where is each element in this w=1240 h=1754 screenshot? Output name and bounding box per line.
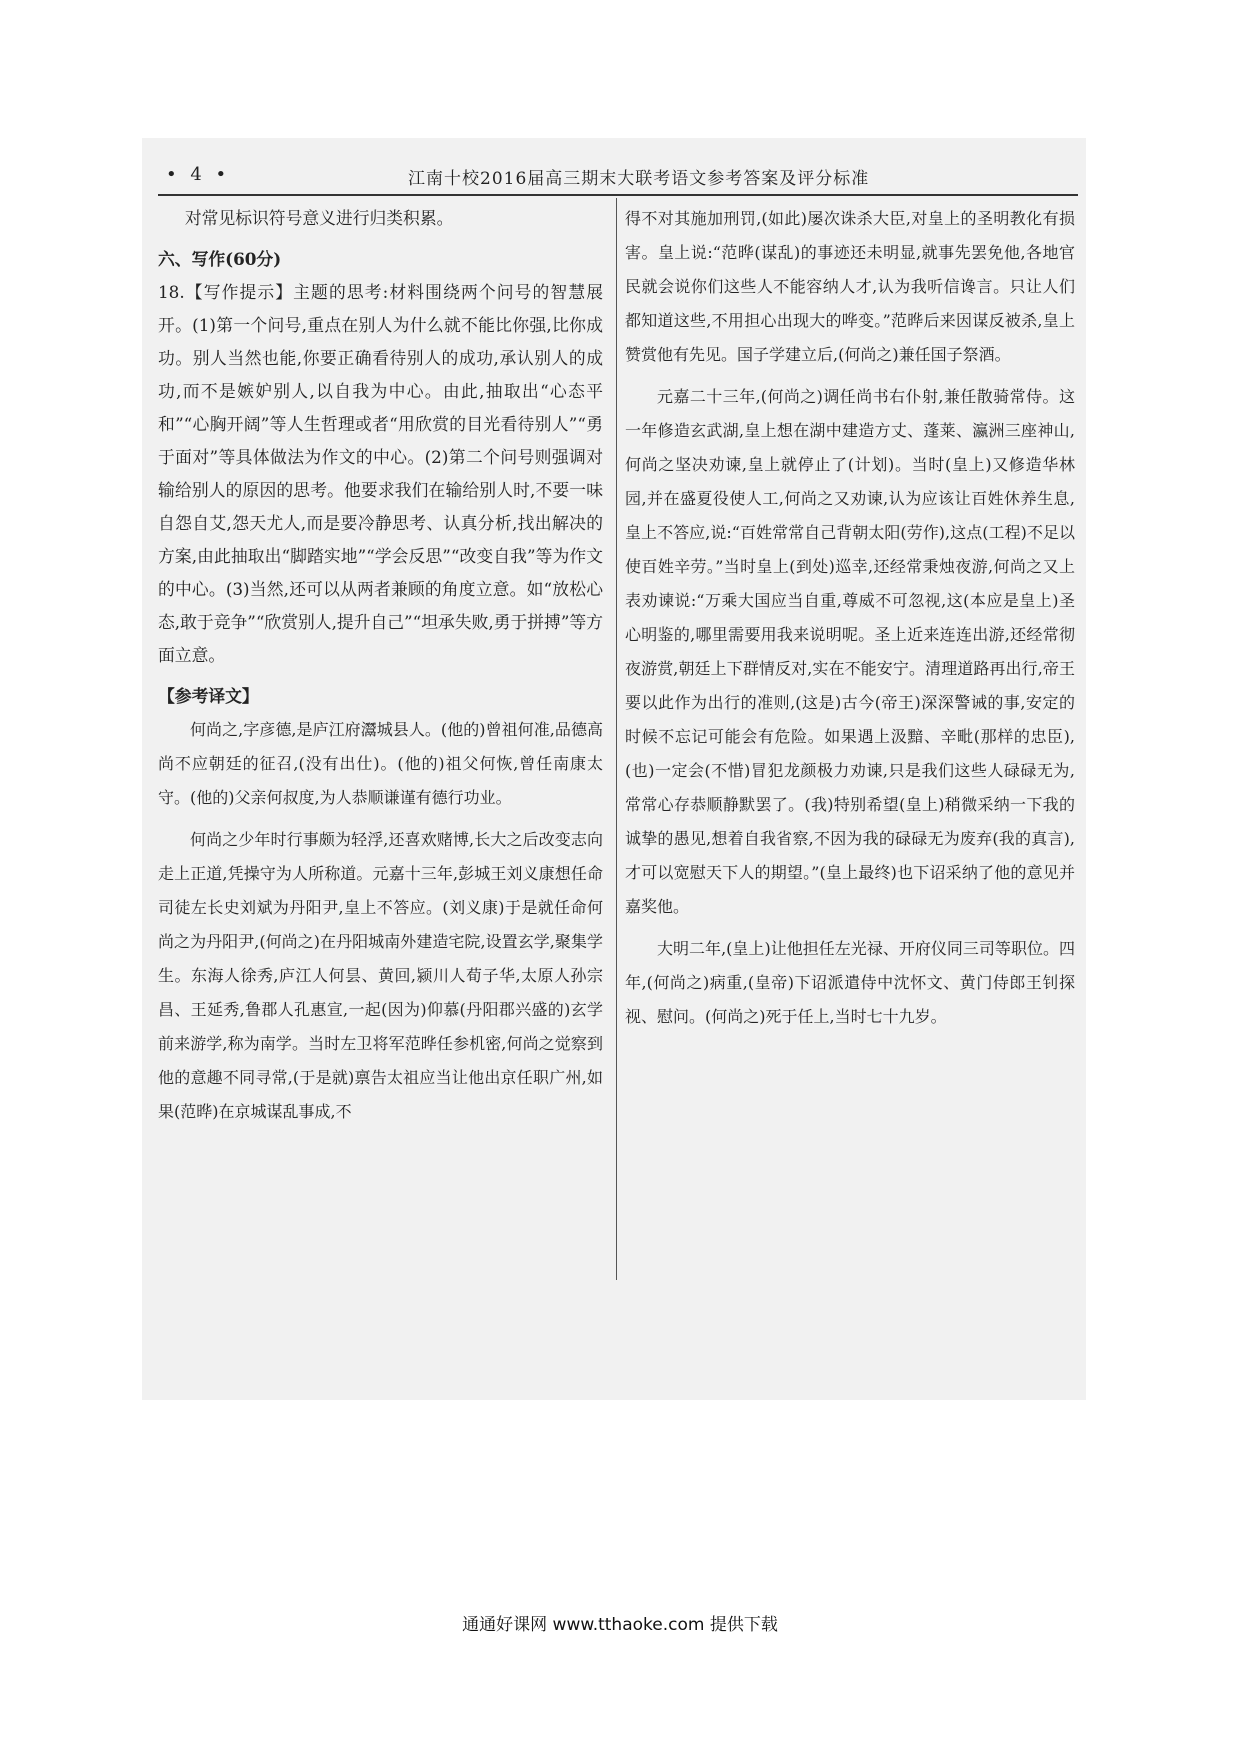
page-number: • 4 • — [166, 164, 231, 185]
page-header — [158, 160, 1078, 196]
page-title: 江南十校2016届高三期末大联考语文参考答案及评分标准 — [408, 169, 870, 189]
translation-paragraph-4: 元嘉二十三年,(何尚之)调任尚书右仆射,兼任散骑常侍。这一年修造玄武湖,皇上想在湖中建造方丈、蓬莱、瀛洲三座神山,何尚之坚决劝谏,皇上就停止了(计划)。当时(皇上)又修造华林园,并在盛夏役使人工,何尚之又劝谏,认为应该让百姓休养生息,皇上不答应,说:“百姓常常自己背朝太阳(劳作),这点(工程)不足以使百姓辛劳。”当时皇上(到处)巡幸,还经常秉烛夜游,何尚之又上表劝谏说:“万乘大国应当自重,尊威不可忽视,这(本应是皇上)圣心明鉴的,哪里需要用我来说明呢。圣上近来连连出游,还经常彻夜游赏,朝廷上下群情反对,实在不能安宁。清理道路再出行,帝王要以此作为出行的准则,(这是)古今(帝王)深深警诫的事,安定的时候不忘记可能会有危险。如果遇上汲黯、辛毗(那样的忠臣),(也)一定会(不惜)冒犯龙颜极力劝谏,只是我们这些人碌碌无为,常常心存恭顺静默罢了。(我)特别希望(皇上)稍微采纳一下我的诚挚的愚见,想着自我省察,不因为我的碌碌无为废弃(我的真言),才可以宽慰天下人的期望。”(皇上最终)也下诏采纳了他的意见并嘉奖他。 — [625, 387, 1075, 916]
translation-paragraph-1: 何尚之,字彦德,是庐江府灊城县人。(他的)曾祖何准,品德高尚不应朝廷的征召,(没有出仕)。(他的)祖父何恢,曾任南康太守。(他的)父亲何叔度,为人恭顺谦谨有德行功业。 — [158, 720, 603, 807]
footer-download-note: 通通好课网 www.tthaoke.com 提供下载 — [462, 1615, 778, 1635]
column-divider — [616, 198, 617, 1280]
section-heading-writing: 六、写作(60分) — [158, 249, 282, 269]
right-column — [625, 202, 1075, 1282]
question-18-writing-tips: 18.【写作提示】主题的思考:材料围绕两个问号的智慧展开。(1)第一个问号,重点在别人为什么就不能比你强,比你成功。别人当然也能,你要正确看待别人的成功,承认别人的成功,而不是嫉妒别人,以自我为中心。由此,抽取出“心态平和”“心胸开阔”等人生哲理或者“用欣赏的目光看待别人”“勇于面对”等具体做法为作文的中心。(2)第二个问号则强调对输给别人的原因的思考。他要求我们在输给别人时,不要一味自怨自艾,怨天尤人,而是要冷静思考、认真分析,找出解决的方案,由此抽取出“脚踏实地”“学会反思”“改变自我”等为作文的中心。(3)当然,还可以从两者兼顾的角度立意。如“放松心态,敢于竞争”“欣赏别人,提升自己”“坦承失败,勇于拼搏”等方面立意。 — [158, 282, 603, 665]
paragraph-symbol-note: 对常见标识符号意义进行归类积累。 — [184, 208, 454, 228]
translation-paragraph-3: 得不对其施加刑罚,(如此)屡次诛杀大臣,对皇上的圣明教化有损害。皇上说:“范晔(谋乱)的事迹还未明显,就事先罢免他,各地官民就会说你们这些人不能容纳人才,认为我听信谗言。只让人们都知道这些,不用担心出现大的哗变。”范晔后来因谋反被杀,皇上赞赏他有先见。国子学建立后,(何尚之)兼任国子祭酒。 — [625, 209, 1075, 364]
translation-paragraph-2: 何尚之少年时行事颇为轻浮,还喜欢赌博,长大之后改变志向走上正道,凭操守为人所称道。元嘉十三年,彭城王刘义康想任命司徒左长史刘斌为丹阳尹,皇上不答应。(刘义康)于是就任命何尚之为丹阳尹,(何尚之)在丹阳城南外建造宅院,设置玄学,聚集学生。东海人徐秀,庐江人何昙、黄回,颍川人荀子华,太原人孙宗昌、王延秀,鲁郡人孔惠宣,一起(因为)仰慕(丹阳郡兴盛的)玄学前来游学,称为南学。当时左卫将军范晔任参机密,何尚之觉察到他的意趣不同寻常,(于是就)禀告太祖应当让他出京任职广州,如果(范晔)在京城谋乱事成,不 — [158, 830, 603, 1121]
translation-paragraph-5: 大明二年,(皇上)让他担任左光禄、开府仪同三司等职位。四年,(何尚之)病重,(皇帝)下诏派遣侍中沈怀文、黄门侍郎王钊探视、慰问。(何尚之)死于任上,当时七十九岁。 — [625, 939, 1075, 1026]
left-column — [158, 202, 603, 1282]
reference-translation-heading: 【参考译文】 — [158, 686, 259, 706]
